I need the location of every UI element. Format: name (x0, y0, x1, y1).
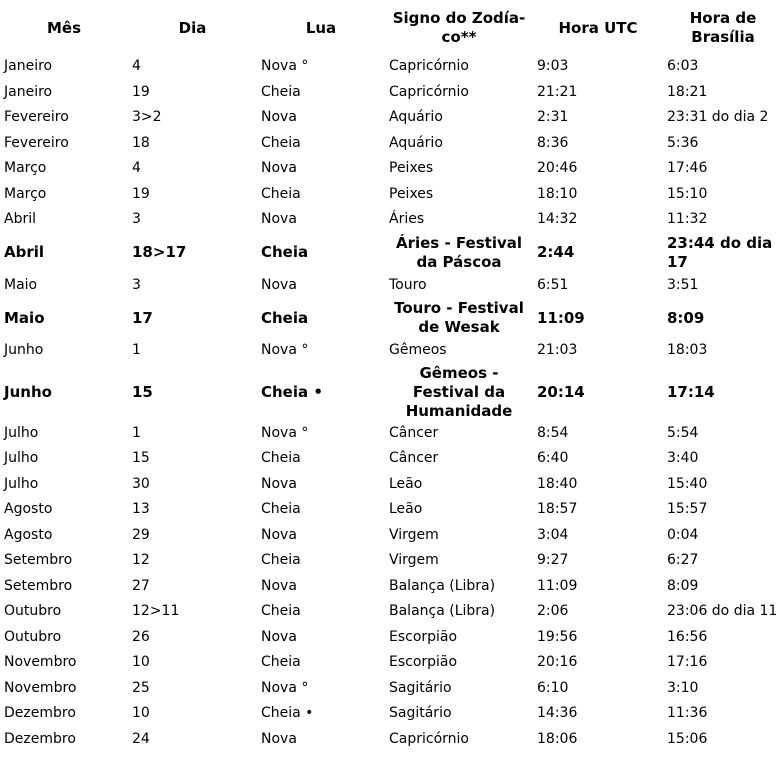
cell-signo: Capricórnio (389, 83, 469, 100)
moon-phases-table (0, 2, 783, 752)
cell-mes: Agosto (4, 526, 53, 543)
cell-hora-utc: 6:51 (537, 276, 569, 293)
cell-dia: 27 (132, 577, 150, 594)
cell-mes: Abril (4, 211, 36, 228)
cell-dia: 3 (132, 276, 141, 293)
cell-lua: Nova (261, 526, 297, 543)
cell-hora-utc: 18:06 (537, 730, 578, 747)
table-row (0, 472, 783, 498)
cell-signo: Aquário (389, 134, 443, 151)
cell-lua: Cheia (261, 603, 301, 620)
cell-signo: Balança (Libra) (389, 603, 496, 620)
cell-hora-brasilia: 15:06 (667, 730, 708, 747)
cell-hora-utc: 19:56 (537, 628, 578, 645)
cell-hora-utc: 8:54 (537, 424, 569, 441)
cell-lua: Cheia (261, 243, 309, 261)
table-row (0, 574, 783, 600)
cell-dia: 19 (132, 185, 150, 202)
table-row (0, 131, 783, 157)
cell-hora-utc: 9:27 (537, 552, 569, 569)
cell-lua: Cheia (261, 308, 309, 327)
cell-mes: Outubro (4, 603, 62, 620)
cell-signo: Escorpião (389, 654, 458, 671)
cell-mes: Fevereiro (4, 109, 69, 126)
cell-lua: Nova ° (261, 342, 309, 359)
cell-dia: 30 (132, 475, 150, 492)
cell-mes: Novembro (4, 654, 77, 671)
cell-lua: Nova (261, 211, 297, 228)
cell-hora-brasilia: 11:32 (667, 211, 708, 228)
cell-lua: Nova (261, 160, 297, 177)
cell-mes: Dezembro (4, 705, 76, 722)
cell-hora-brasilia: 0:04 (667, 526, 699, 543)
table-row (0, 156, 783, 182)
cell-signo: Capricórnio (389, 730, 469, 747)
cell-hora-brasilia: 6:27 (667, 552, 699, 569)
cell-lua: Cheia (261, 552, 301, 569)
cell-hora-utc: 6:10 (537, 679, 569, 696)
cell-signo: Áries - Festival da Páscoa (395, 233, 522, 271)
table-row-festival (0, 364, 783, 421)
table-row (0, 207, 783, 233)
cell-signo: Aquário (389, 109, 443, 126)
cell-hora-brasilia: 5:36 (667, 134, 699, 151)
cell-lua: Nova ° (261, 679, 309, 696)
cell-dia: 18>17 (132, 243, 187, 261)
cell-signo: Balança (Libra) (389, 577, 496, 594)
cell-hora-utc: 3:04 (537, 526, 569, 543)
table-row (0, 80, 783, 106)
table-row (0, 446, 783, 472)
cell-hora-brasilia: 18:03 (667, 342, 708, 359)
cell-dia: 13 (132, 501, 150, 518)
cell-hora-utc: 2:06 (537, 603, 569, 620)
table-row (0, 497, 783, 523)
cell-hora-brasilia: 23:44 do dia 17 (667, 233, 773, 271)
cell-mes: Janeiro (4, 58, 53, 75)
cell-hora-utc: 18:10 (537, 185, 578, 202)
table-row-festival (0, 298, 783, 338)
cell-hora-utc: 21:03 (537, 342, 578, 359)
cell-hora-utc: 20:16 (537, 654, 578, 671)
cell-signo: Peixes (389, 185, 434, 202)
cell-signo: Gêmeos - Festival da Humanidade (405, 363, 513, 420)
cell-dia: 25 (132, 679, 150, 696)
cell-signo: Câncer (389, 450, 439, 467)
cell-hora-utc: 20:46 (537, 160, 578, 177)
cell-mes: Agosto (4, 501, 53, 518)
cell-mes: Julho (4, 475, 39, 492)
cell-lua: Nova (261, 628, 297, 645)
cell-hora-brasilia: 11:36 (667, 705, 708, 722)
cell-mes: Março (4, 160, 47, 177)
table-row (0, 727, 783, 753)
cell-hora-brasilia: 3:10 (667, 679, 699, 696)
table-row (0, 650, 783, 676)
cell-lua: Nova ° (261, 424, 309, 441)
table-row (0, 676, 783, 702)
cell-mes: Fevereiro (4, 134, 69, 151)
cell-dia: 18 (132, 134, 150, 151)
cell-signo: Touro (389, 276, 427, 293)
cell-hora-brasilia: 17:16 (667, 654, 708, 671)
cell-hora-utc: 18:40 (537, 475, 578, 492)
cell-hora-utc: 11:09 (537, 308, 585, 327)
cell-hora-brasilia: 15:40 (667, 475, 708, 492)
cell-dia: 3>2 (132, 109, 162, 126)
cell-mes: Março (4, 185, 47, 202)
cell-mes: Setembro (4, 552, 73, 569)
cell-lua: Nova ° (261, 58, 309, 75)
table-row (0, 105, 783, 131)
cell-hora-utc: 21:21 (537, 83, 578, 100)
cell-signo: Áries (389, 211, 425, 228)
cell-hora-brasilia: 8:09 (667, 577, 699, 594)
cell-dia: 12>11 (132, 603, 180, 620)
cell-dia: 4 (132, 160, 141, 177)
cell-lua: Cheia (261, 654, 301, 671)
cell-hora-brasilia: 15:57 (667, 501, 708, 518)
cell-dia: 19 (132, 83, 150, 100)
cell-lua: Cheia (261, 501, 301, 518)
cell-hora-brasilia: 3:40 (667, 450, 699, 467)
cell-mes: Julho (4, 450, 39, 467)
table-header-row (0, 2, 783, 54)
cell-hora-utc: 2:44 (537, 243, 575, 261)
cell-lua: Cheia (261, 185, 301, 202)
cell-hora-brasilia: 3:51 (667, 276, 699, 293)
cell-hora-brasilia: 6:03 (667, 58, 699, 75)
cell-signo: Virgem (389, 526, 439, 543)
cell-hora-brasilia: 17:14 (667, 382, 715, 401)
cell-hora-utc: 14:32 (537, 211, 578, 228)
cell-hora-brasilia: 5:54 (667, 424, 699, 441)
cell-signo: Leão (389, 475, 423, 492)
cell-dia: 24 (132, 730, 150, 747)
header-dia: Dia (178, 18, 207, 37)
cell-mes: Maio (4, 276, 38, 293)
table-row (0, 182, 783, 208)
cell-hora-utc: 2:31 (537, 109, 569, 126)
cell-mes: Abril (4, 243, 45, 261)
table-row (0, 273, 783, 299)
cell-hora-brasilia: 16:56 (667, 628, 708, 645)
cell-dia: 15 (132, 450, 150, 467)
cell-hora-utc: 8:36 (537, 134, 569, 151)
cell-dia: 1 (132, 424, 141, 441)
cell-hora-brasilia: 17:46 (667, 160, 708, 177)
cell-lua: Cheia (261, 134, 301, 151)
cell-lua: Cheia (261, 83, 301, 100)
cell-signo: Escorpião (389, 628, 458, 645)
header-hora-utc: Hora UTC (558, 18, 638, 37)
table-body (0, 54, 783, 752)
cell-lua: Nova (261, 276, 297, 293)
cell-signo: Gêmeos (389, 342, 447, 359)
cell-mes: Outubro (4, 628, 62, 645)
table-row (0, 54, 783, 80)
cell-signo: Touro - Festival de Wesak (394, 299, 524, 336)
cell-lua: Nova (261, 109, 297, 126)
cell-signo: Sagitário (389, 705, 452, 722)
cell-lua: Nova (261, 475, 297, 492)
cell-hora-utc: 20:14 (537, 382, 585, 401)
cell-dia: 1 (132, 342, 141, 359)
cell-mes: Junho (4, 342, 44, 359)
cell-signo: Leão (389, 501, 423, 518)
cell-dia: 29 (132, 526, 150, 543)
table-row (0, 701, 783, 727)
cell-dia: 15 (132, 382, 153, 401)
cell-mes: Janeiro (4, 83, 53, 100)
cell-mes: Julho (4, 424, 39, 441)
header-lua: Lua (305, 18, 337, 37)
cell-signo: Virgem (389, 552, 439, 569)
table-row (0, 421, 783, 447)
cell-lua: Cheia (261, 450, 301, 467)
header-signo: Signo do Zodía-co** (392, 9, 526, 46)
cell-hora-utc: 14:36 (537, 705, 578, 722)
cell-hora-brasilia: 23:31 do dia 2 (667, 109, 769, 126)
cell-signo: Peixes (389, 160, 434, 177)
cell-lua: Nova (261, 730, 297, 747)
table-row (0, 338, 783, 364)
cell-signo: Sagitário (389, 679, 452, 696)
cell-hora-utc: 11:09 (537, 577, 578, 594)
cell-signo: Capricórnio (389, 58, 469, 75)
header-hora-brasilia: Hora de Brasília (689, 9, 757, 46)
cell-hora-brasilia: 8:09 (667, 308, 705, 327)
cell-lua: Nova (261, 577, 297, 594)
cell-mes: Junho (4, 382, 52, 401)
cell-hora-brasilia: 18:21 (667, 83, 708, 100)
cell-hora-utc: 18:57 (537, 501, 578, 518)
cell-mes: Novembro (4, 679, 77, 696)
cell-dia: 10 (132, 654, 150, 671)
header-mes: Mês (46, 18, 82, 37)
table-row (0, 548, 783, 574)
cell-dia: 12 (132, 552, 150, 569)
table-row (0, 599, 783, 625)
cell-mes: Setembro (4, 577, 73, 594)
table-row (0, 523, 783, 549)
cell-hora-utc: 6:40 (537, 450, 569, 467)
table-row-festival (0, 233, 783, 273)
cell-hora-utc: 9:03 (537, 58, 569, 75)
cell-hora-brasilia: 15:10 (667, 185, 708, 202)
table-row (0, 625, 783, 651)
cell-dia: 26 (132, 628, 150, 645)
cell-mes: Maio (4, 308, 45, 327)
cell-mes: Dezembro (4, 730, 76, 747)
cell-lua: Cheia • (261, 382, 323, 401)
cell-dia: 10 (132, 705, 150, 722)
cell-hora-brasilia: 23:06 do dia 11 (667, 603, 778, 620)
cell-dia: 17 (132, 308, 153, 327)
cell-dia: 3 (132, 211, 141, 228)
cell-dia: 4 (132, 58, 141, 75)
cell-lua: Cheia • (261, 705, 314, 722)
cell-signo: Câncer (389, 424, 439, 441)
